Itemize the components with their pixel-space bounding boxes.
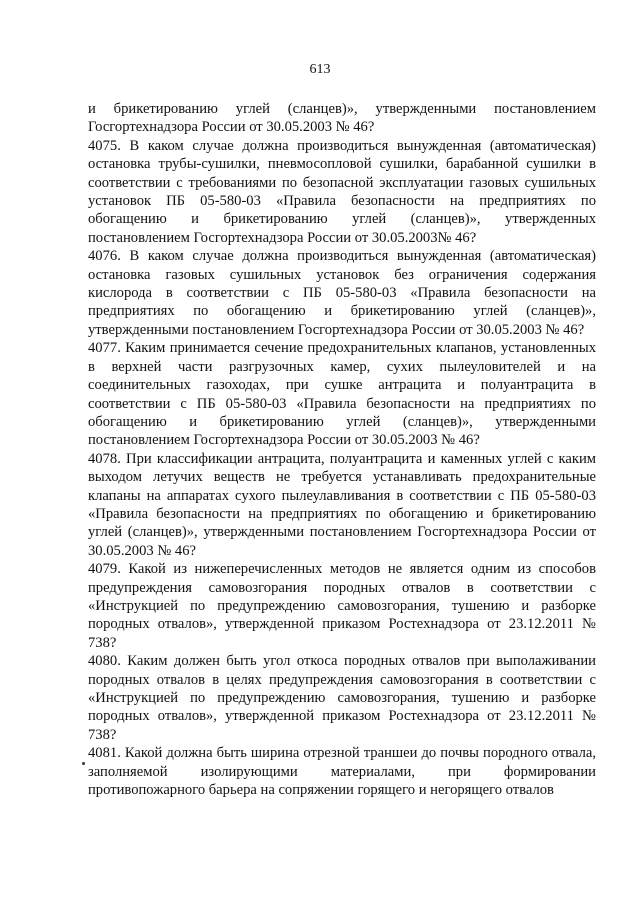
question-4079: 4079. Какой из нижеперечисленных методов не является одним из способов предупреждения самовозгорания породных отвалов в соответствии с «Инструкцией по предупреждению самовозгорания, тушению и разборке породных отвалов», утвержденной приказом Ростехнадзора от 23.12.2011 № 738? [88, 561, 596, 651]
question-4077: 4077. Каким принимается сечение предохранительных клапанов, установленных в верхней части разгрузочных камер, сухих пылеуловителей и на соединительных газоходах, при сушке антрацита и полуантрацита в соответствии с ПБ 05-580-03 «Правила безопасности на предприятиях по обогащению и брикетированию углей (сланцев)», утвержденными постановлением Госгортехнадзора России от 30.05.2003 № 46? [88, 340, 596, 449]
scan-artifact-dot [82, 762, 85, 765]
questions-text [88, 100, 596, 799]
question-4081: 4081. Какой должна быть ширина отрезной траншеи до почвы породного отвала, заполняемой изолирующими материалами, при формировании противопожарного барьера на сопряжении горящего и негорящего отвалов [88, 745, 596, 799]
paragraph-continuation: и брикетированию углей (сланцев)», утвержденными постановлением Госгортехнадзора России от 30.05.2003 № 46? [88, 101, 596, 136]
question-4078: 4078. При классификации антрацита, полуантрацита и каменных углей с каким выходом летучих веществ не требуется устанавливать предохранительные клапаны на аппаратах сухого пылеулавливания в соответствии с ПБ 05-580-03 «Правила безопасности на предприятиях по обогащению и брикетированию углей (сланцев)», утвержденными постановлением Госгортехнадзора России от 30.05.2003 № 46? [88, 450, 596, 559]
question-4080: 4080. Каким должен быть угол откоса породных отвалов при выполаживании породных отвалов в целях предупреждения самовозгорания в соответствии с «Инструкцией по предупреждению самовозгорания, тушению и разборке породных отвалов», утвержденной приказом Ростехнадзора от 23.12.2011 № 738? [88, 653, 596, 743]
question-4076: 4076. В каком случае должна производиться вынужденная (автоматическая) остановка газовых сушильных установок без ограничения содержания кислорода в соответствии с ПБ 05-580-03 «Правила безопасности на предприятиях по обогащению и брикетированию углей (сланцев)», утвержденными постановлением Госгортехнадзора России от 30.05.2003 № 46? [88, 248, 596, 338]
question-4075: 4075. В каком случае должна производиться вынужденная (автоматическая) остановка трубы-сушилки, пневмосопловой сушилки, барабанной сушилки в соответствии с требованиями по безопасной эксплуатации газовых сушильных установок ПБ 05-580-03 «Правила безопасности на предприятиях по обогащению и брикетированию углей (сланцев)», утвержденных постановлением Госгортехнадзора России от 30.05.2003№ 46? [88, 137, 596, 246]
page-number: 613 [309, 62, 331, 77]
